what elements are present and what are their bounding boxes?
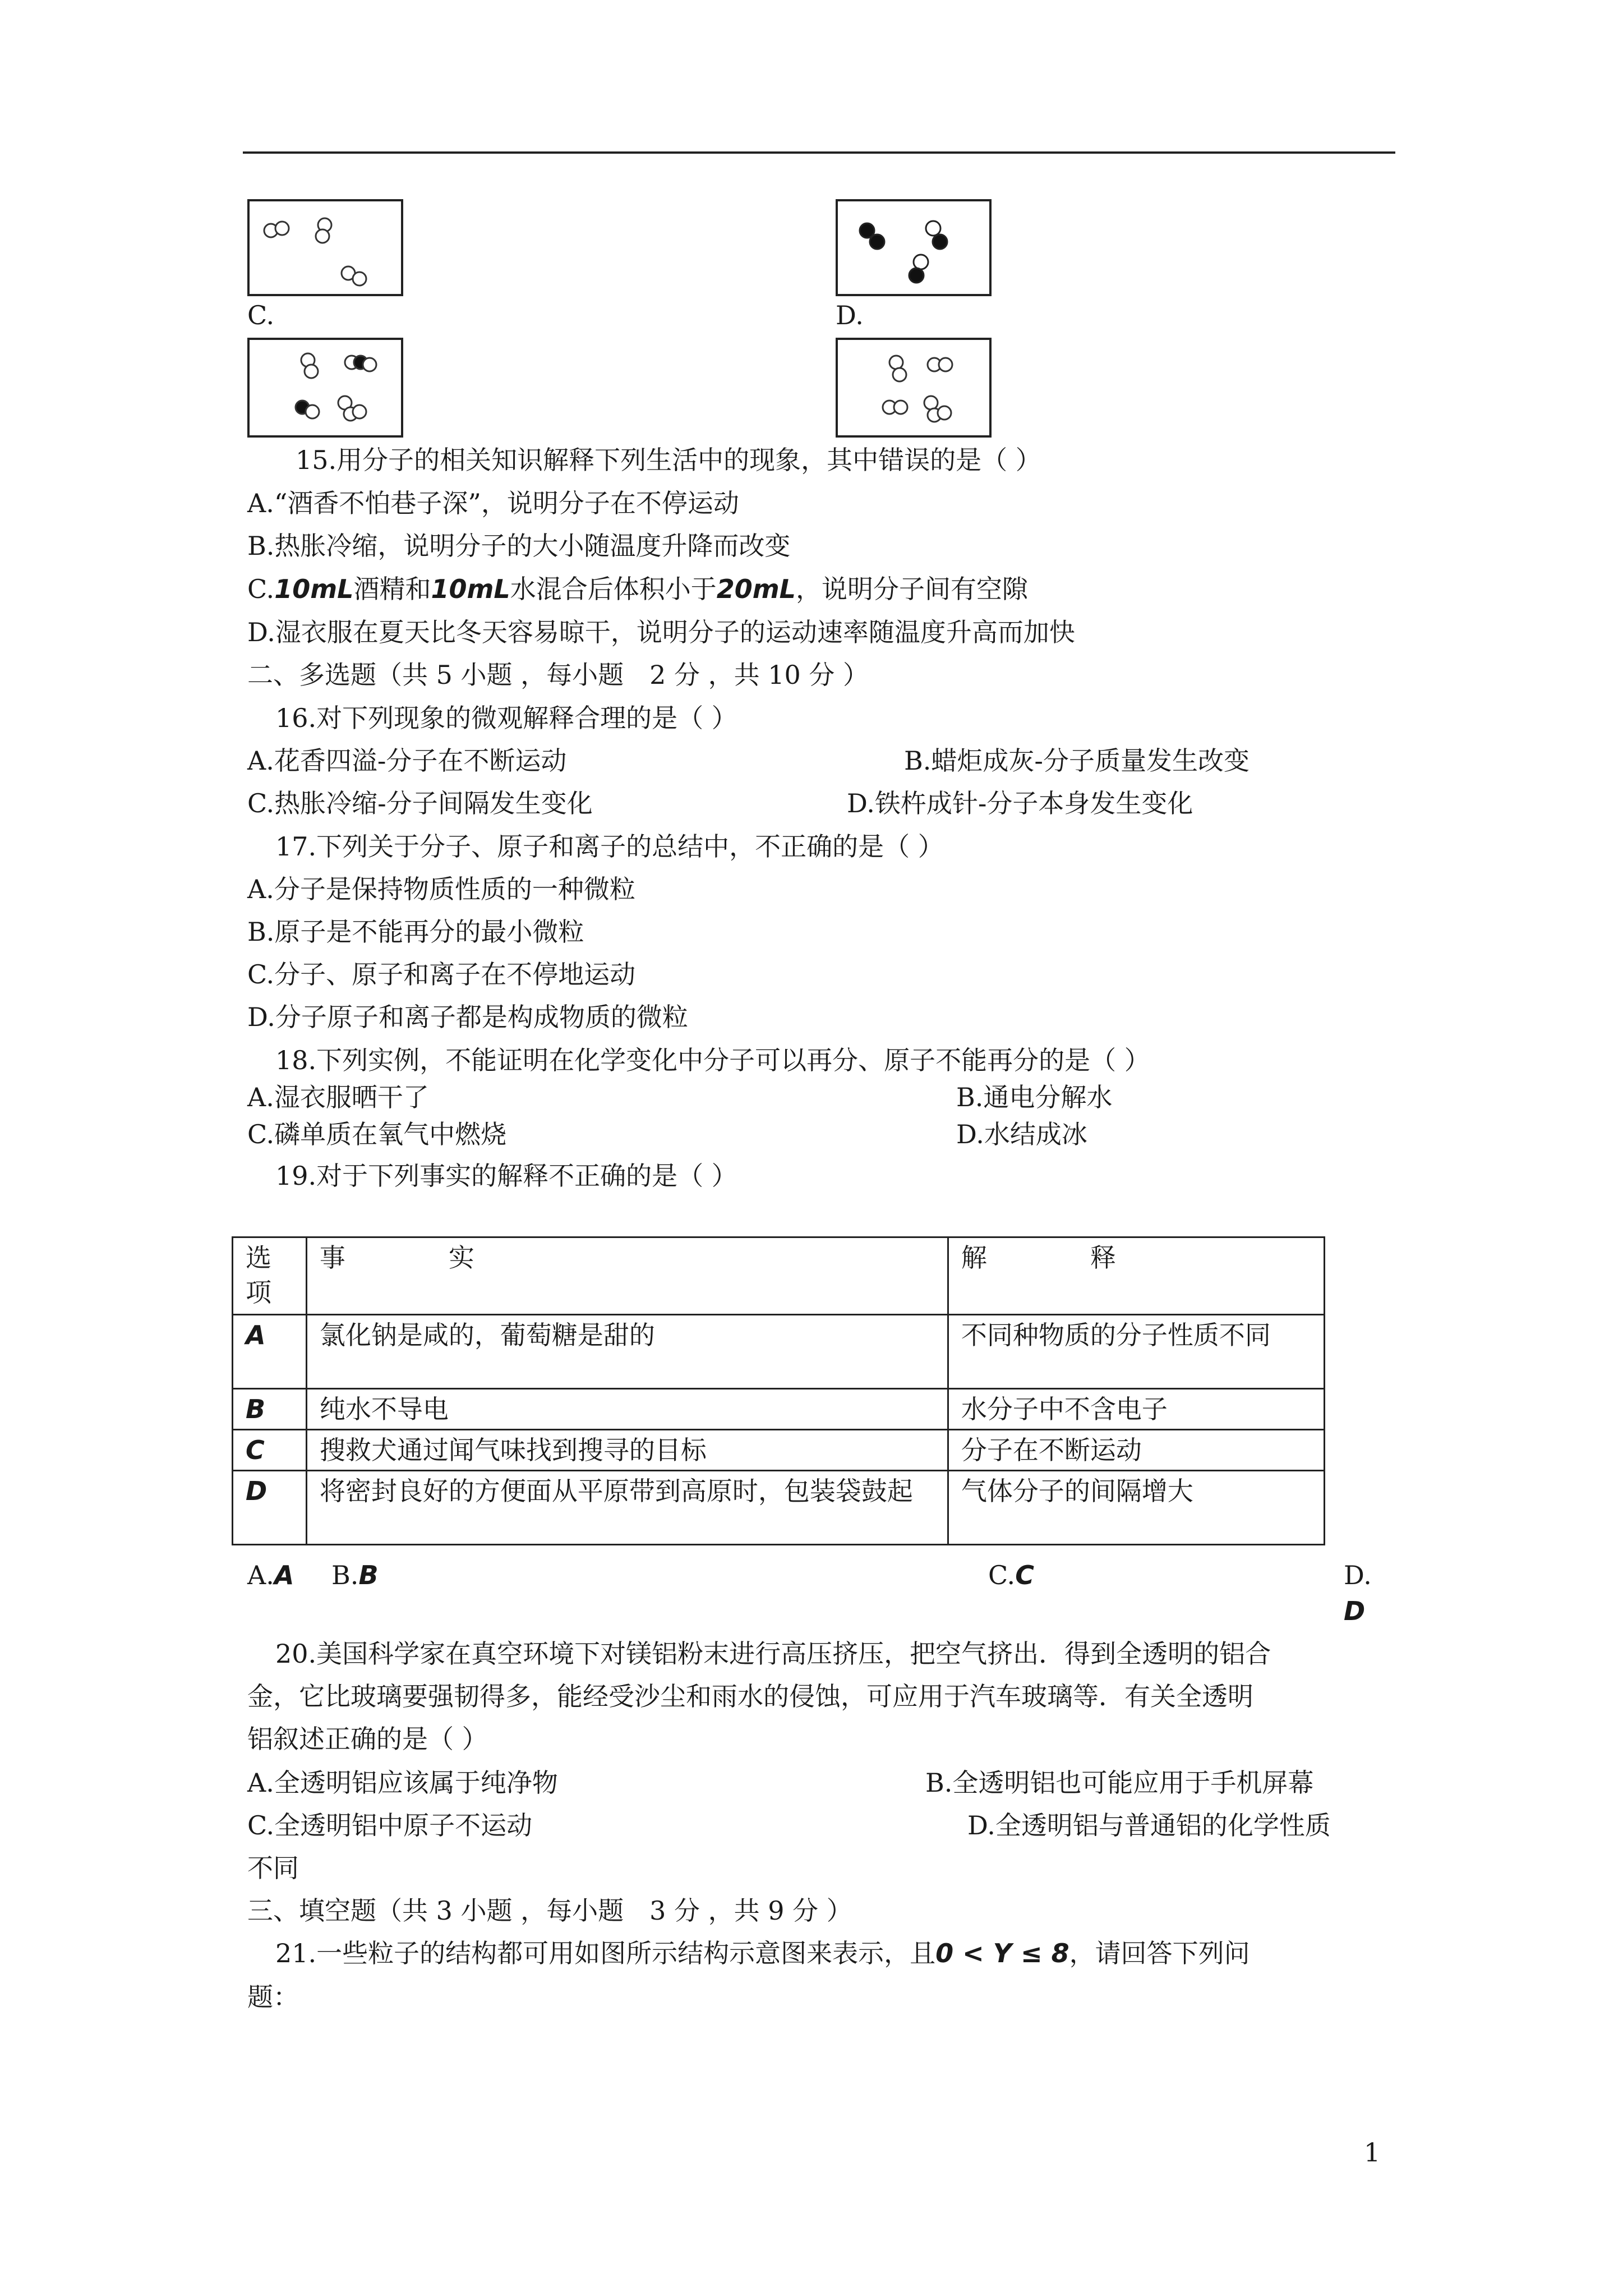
q16-option-d: D.铁杵成针-分子本身发生变化 xyxy=(847,788,1193,818)
q15-volume-3: 20mL xyxy=(716,574,796,604)
header-explanation: 解 释 xyxy=(948,1237,1324,1315)
table-row xyxy=(233,1430,1325,1471)
q19-option-d-value: D xyxy=(1344,1596,1366,1626)
figure-label-c: C. xyxy=(247,300,275,330)
q20-option-d-line-2: 不同 xyxy=(247,1853,299,1883)
q20-stem-line-3: 铝叙述正确的是（ ） xyxy=(247,1724,488,1754)
q18-option-a: A.湿衣服晒干了 xyxy=(247,1082,429,1112)
q19-option-d-prefix: D. xyxy=(1344,1560,1372,1590)
table-row xyxy=(233,1389,1325,1430)
q15-option-a: A.“酒香不怕巷子深”，说明分子在不停运动 xyxy=(247,488,739,518)
row-option: D xyxy=(233,1471,307,1545)
q19-option-b-value: B xyxy=(358,1560,379,1590)
table-row xyxy=(233,1471,1325,1545)
q17-option-a: A.分子是保持物质性质的一种微粒 xyxy=(247,874,635,904)
row-option: A xyxy=(233,1315,307,1389)
q16-option-b: B.蜡炬成灰-分子质量发生改变 xyxy=(904,746,1249,776)
q19-fact-table xyxy=(232,1236,1325,1545)
q21-stem-line-2: 题： xyxy=(247,1982,299,2012)
molecule-diagram-d xyxy=(836,199,992,296)
q20-option-a: A.全透明铝应该属于纯净物 xyxy=(247,1768,558,1798)
header-fact: 事 实 xyxy=(306,1237,948,1315)
q15-option-d: D.湿衣服在夏天比冬天容易晾干，说明分子的运动速率随温度升高而加快 xyxy=(247,617,1075,647)
q20-option-d-line-1: D.全透明铝与普通铝的化学性质 xyxy=(967,1810,1331,1841)
q15-text-2: 水混合后体积小于 xyxy=(510,574,717,604)
q18-option-b: B.通电分解水 xyxy=(956,1082,1113,1112)
page-number: 1 xyxy=(1364,2137,1381,2168)
q15-stem: 15.用分子的相关知识解释下列生活中的现象，其中错误的是（ ） xyxy=(296,445,1041,475)
row-option: C xyxy=(233,1430,307,1471)
q19-option-b xyxy=(331,1558,379,1592)
figure-label-d: D. xyxy=(836,300,864,330)
row-fact: 纯水不导电 xyxy=(306,1389,948,1430)
section-2-heading: 二、多选题（共 5 小题 ，每小题 2 分 ，共 10 分 ） xyxy=(247,660,869,690)
q20-option-c: C.全透明铝中原子不运动 xyxy=(247,1810,533,1841)
table-header-row xyxy=(233,1237,1325,1315)
q21-inequality: 0 < Y ≤ 8 xyxy=(935,1938,1069,1968)
q16-stem: 16.对下列现象的微观解释合理的是（ ） xyxy=(275,703,737,733)
header-rule xyxy=(243,151,1395,154)
q19-option-b-prefix: B. xyxy=(331,1560,359,1590)
section-3-heading: 三、填空题（共 3 小题 ，每小题 3 分 ，共 9 分 ） xyxy=(247,1895,852,1926)
q19-option-c xyxy=(988,1558,1034,1592)
row-fact: 搜救犬通过闻气味找到搜寻的目标 xyxy=(306,1430,948,1471)
q18-option-c: C.磷单质在氧气中燃烧 xyxy=(247,1119,507,1149)
q20-stem-line-1: 20.美国科学家在真空环境下对镁铝粉末进行高压挤压，把空气挤出．得到全透明的铝合 xyxy=(275,1639,1271,1669)
q16-option-c: C.热胀冷缩-分子间隔发生变化 xyxy=(247,788,593,818)
q19-option-a-value: A xyxy=(274,1560,294,1590)
q15-text-1: 酒精和 xyxy=(353,574,431,604)
q20-stem-line-2: 金，它比玻璃要强韧得多，能经受沙尘和雨水的侵蚀，可应用于汽车玻璃等．有关全透明 xyxy=(247,1681,1253,1711)
q17-option-c: C.分子、原子和离子在不停地运动 xyxy=(247,959,636,990)
q21-stem-prefix: 21.一些粒子的结构都可用如图所示结构示意图来表示，且 xyxy=(275,1938,936,1968)
q19-option-a-prefix: A. xyxy=(247,1560,274,1590)
q16-option-a: A.花香四溢-分子在不断运动 xyxy=(247,746,567,776)
molecule-diagram-mixture xyxy=(247,338,403,438)
q21-stem-suffix: ，请回答下列问 xyxy=(1069,1938,1250,1968)
molecule-diagram-c xyxy=(247,199,403,296)
header-option: 选项 xyxy=(233,1237,307,1315)
q19-option-c-prefix: C. xyxy=(988,1560,1016,1590)
q19-stem: 19.对于下列事实的解释不正确的是（ ） xyxy=(275,1161,737,1191)
row-option: B xyxy=(233,1389,307,1430)
q15-option-b: B.热胀冷缩，说明分子的大小随温度升降而改变 xyxy=(247,531,791,561)
q17-option-b: B.原子是不能再分的最小微粒 xyxy=(247,917,584,947)
row-fact: 氯化钠是咸的，葡萄糖是甜的 xyxy=(306,1315,948,1389)
row-explanation: 不同种物质的分子性质不同 xyxy=(948,1315,1324,1389)
q20-option-b: B.全透明铝也可能应用于手机屏幕 xyxy=(925,1768,1314,1798)
q15-text-3: ，说明分子间有空隙 xyxy=(795,574,1028,604)
q19-option-c-value: C xyxy=(1015,1560,1034,1590)
q19-option-a xyxy=(247,1558,294,1592)
row-explanation: 水分子中不含电子 xyxy=(948,1389,1324,1430)
q15-volume-1: 10mL xyxy=(274,574,354,604)
q15-option-c-prefix: C. xyxy=(247,574,275,604)
q15-volume-2: 10mL xyxy=(431,574,510,604)
row-explanation: 气体分子的间隔增大 xyxy=(948,1471,1324,1545)
row-explanation: 分子在不断运动 xyxy=(948,1430,1324,1471)
q18-option-d: D.水结成冰 xyxy=(956,1119,1087,1149)
row-fact: 将密封良好的方便面从平原带到高原时，包装袋鼓起 xyxy=(306,1471,948,1545)
molecule-diagram-pure xyxy=(836,338,992,438)
q17-option-d: D.分子原子和离子都是构成物质的微粒 xyxy=(247,1002,688,1032)
q15-option-c xyxy=(247,572,1028,606)
q17-stem: 17.下列关于分子、原子和离子的总结中，不正确的是（ ） xyxy=(275,831,944,862)
table-row xyxy=(233,1315,1325,1389)
q21-stem-line-1 xyxy=(275,1936,1250,1970)
q18-stem: 18.下列实例，不能证明在化学变化中分子可以再分、原子不能再分的是（ ） xyxy=(275,1045,1150,1075)
